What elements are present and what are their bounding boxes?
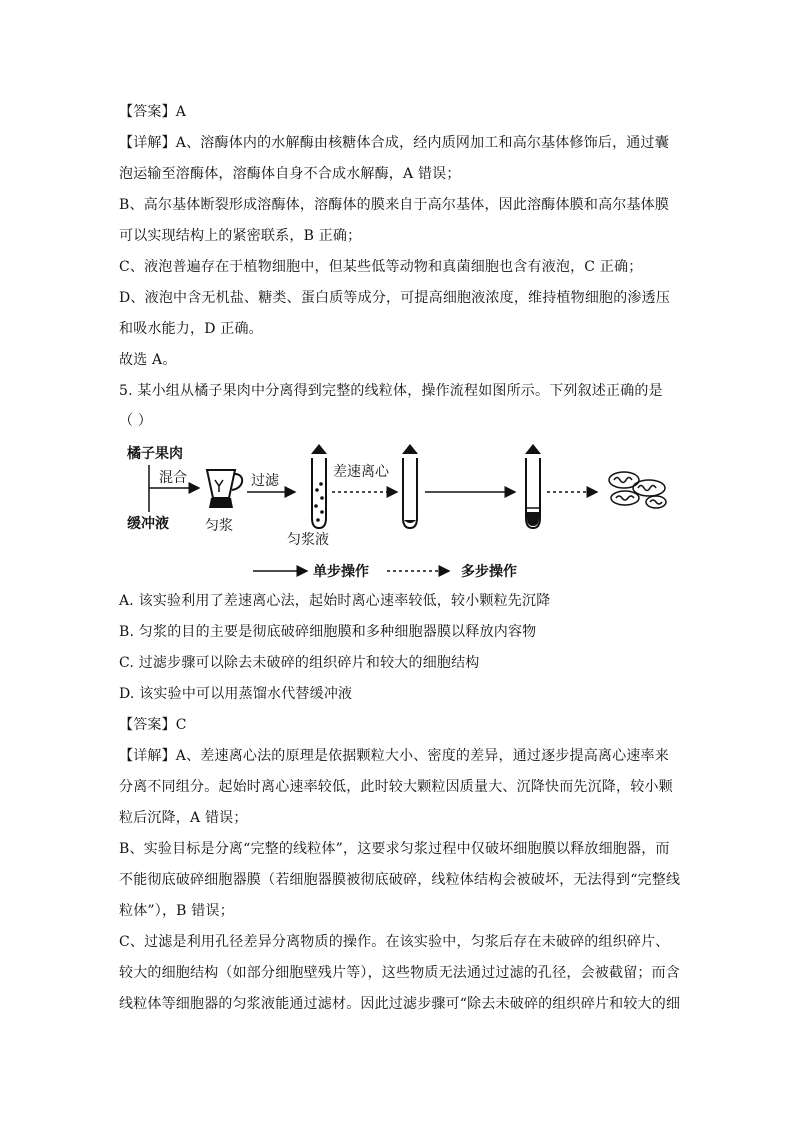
q4-detail-line: D、液泡中含无机盐、糖类、蛋白质等成分，可提高细胞液浓度，维持植物细胞的渗透压 (119, 290, 671, 306)
legend-multi-step-label: 多步操作 (461, 564, 517, 580)
q5-detail-line: B、实验目标是分离“完整的线粒体”，这要求匀浆过程中仅破坏细胞膜以释放细胞器，而 (119, 841, 670, 857)
q5-detail-line: 线粒体等细胞器的匀浆液能通过滤材。因此过滤步骤可“除去未破碎的组织碎片和较大的细 (119, 996, 681, 1012)
q4-conclusion: 故选 A。 (119, 352, 177, 368)
q5-option-a: A. 该实验利用了差速离心法，起始时离心速率较低，较小颗粒先沉降 (119, 593, 551, 609)
q4-detail-line: B、高尔基体断裂形成溶酶体，溶酶体的膜来自于高尔基体，因此溶酶体膜和高尔基体膜 (119, 197, 670, 213)
q5-detail-line: 不能彻底破碎细胞器膜（若细胞器膜被彻底破碎，线粒体结构会被破坏，无法得到“完整线 (119, 872, 681, 888)
mix-step-label: 混合 (159, 470, 187, 486)
q4-detail-line: 可以实现结构上的紧密联系，B 正确； (119, 228, 362, 244)
homogenate-label: 匀浆 (205, 518, 233, 534)
q4-detail-line: C、液泡普遍存在于植物细胞中，但某些低等动物和真菌细胞也含有液泡，C 正确； (119, 259, 643, 275)
q4-detail-line: 和吸水能力，D 正确。 (119, 321, 263, 337)
q5-detail-line: 较大的细胞结构（如部分细胞壁残片等），这些物质无法通过过滤的孔径，会被截留；而含 (119, 965, 680, 981)
legend-single-step-label: 单步操作 (313, 564, 369, 580)
q4-detail-line: 【详解】A、溶酶体内的水解酶由核糖体合成，经内质网加工和高尔基体修饰后，通过囊 (119, 135, 669, 151)
input-orange-pulp-label: 橘子果肉 (127, 446, 183, 462)
centrifuge-step-label: 差速离心 (333, 464, 389, 480)
q5-option-d: D. 该实验中可以用蒸馏水代替缓冲液 (119, 686, 353, 702)
mitochondria-icon (609, 472, 666, 508)
filtrate-label: 匀浆液 (287, 532, 329, 548)
q5-option-b: B. 匀浆的目的主要是彻底破碎细胞膜和多种细胞器膜以释放内容物 (119, 624, 537, 640)
input-buffer-label: 缓冲液 (127, 516, 169, 532)
q5-detail-line: C、过滤是利用孔径差异分离物质的操作。在该实验中，匀浆后存在未破碎的组织碎片、 (119, 934, 670, 950)
q4-detail-line: 泡运输至溶酶体，溶酶体自身不合成水解酶，A 错误； (119, 166, 461, 182)
q5-detail-line: 粒体”），B 错误； (119, 903, 234, 919)
q5-stem: 5. 某小组从橘子果肉中分离得到完整的线粒体，操作流程如图所示。下列叙述正确的是 (119, 383, 663, 399)
filter-step-label: 过滤 (251, 473, 279, 489)
blender-icon (207, 470, 242, 508)
test-tube-homogenate-icon (311, 444, 327, 528)
q5-detail-line: 分离不同组分。起始时离心速率较低，此时较大颗粒因质量大、沉降快而先沉降，较小颗 (119, 779, 673, 795)
test-tube-resuspension-icon (525, 444, 541, 528)
mitochondria-isolation-flowchart (119, 440, 679, 590)
q5-stem-blank: （ ） (119, 413, 153, 429)
q5-option-c: C. 过滤步骤可以除去未破碎的组织碎片和较大的细胞结构 (119, 655, 480, 671)
q5-detail-line: 【详解】A、差速离心法的原理是依据颗粒大小、密度的差异，通过逐步提高离心速率来 (119, 748, 669, 764)
q5-detail-line: 粒后沉降，A 错误； (119, 810, 248, 826)
q4-answer: 【答案】A (119, 104, 187, 120)
q5-answer: 【答案】C (119, 717, 187, 733)
test-tube-pellet-icon (402, 444, 418, 528)
